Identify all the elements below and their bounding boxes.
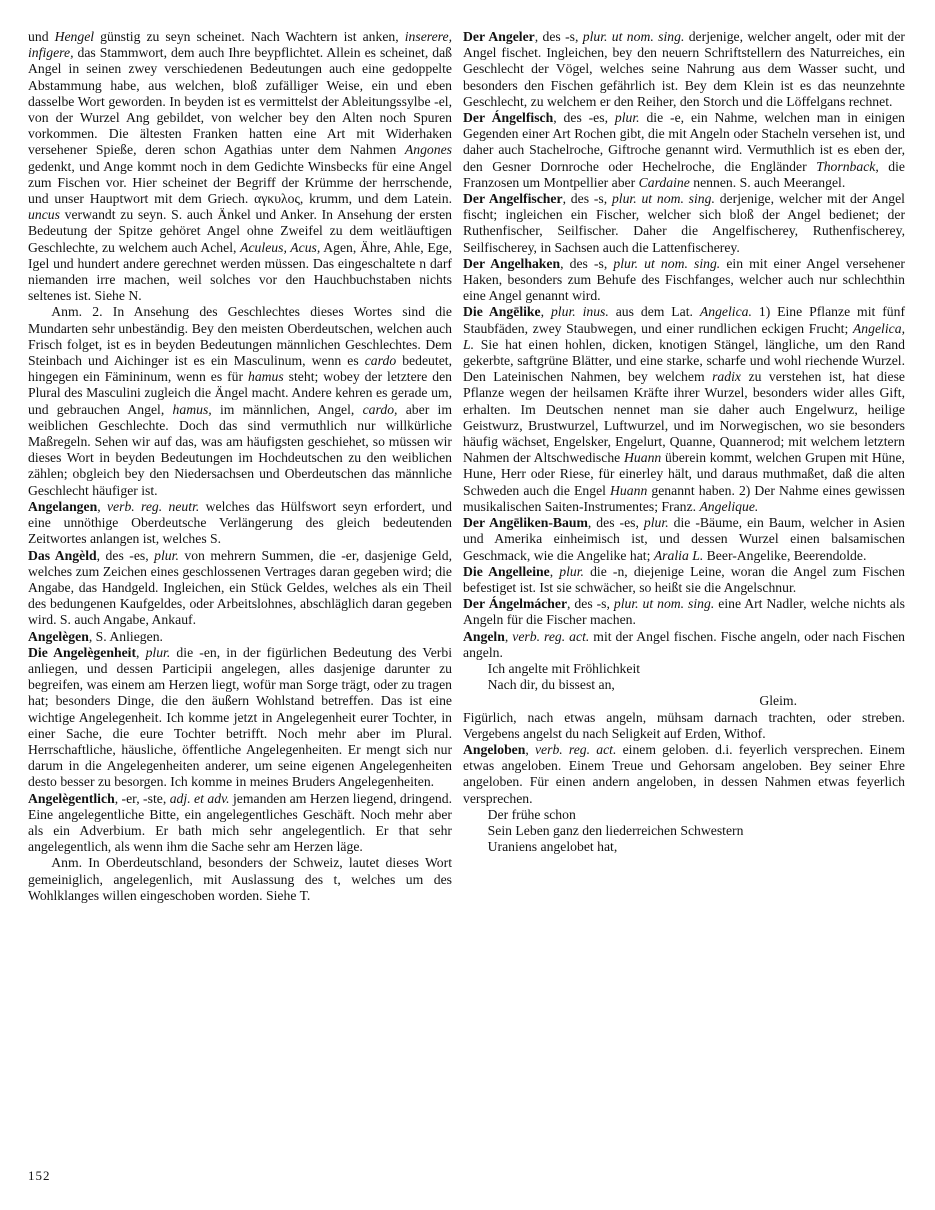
text-run: Thornback: [816, 158, 876, 174]
text-run: Angones: [404, 142, 452, 158]
paragraph: [488, 807, 905, 823]
text-run: 1) Eine Pflanze mit fünf Staubfäden, zwey Staubwegen, und einer rundlichen eckigen Frucht;: [463, 304, 906, 336]
text-run: das Stammwort, dem auch Ihre beypflichtet. Allein es scheinet, daß Angel in seinen zwey verschiedenen Bedeutungen auch eine gedoppelte Abstammung habe, aus welchen, bloß zufälliger Weise, ein und eben dasselbe Wort geworden. In beyden ist es vermittelst der Ableitungssylbe -el, von der Wurzel Ang gebildet, von welcher bey den Alten noch Spuren vorkommen. Die ältesten Franken hatten eine Art mit Widerhaken versehener Spieße, deren schon Agathias unter dem Nahmen: [28, 45, 452, 158]
dictionary-entry: [463, 596, 905, 628]
text-run: inserere, infigere,: [28, 29, 452, 61]
text-run: die -en, in der figürlichen Bedeutung des Verbi anliegen, und dessen Participii angelegen, alles dasjenige darunter zu begreifen, was einem am Herzen liegt, wofür man Sorge trägt, oder zu tragen hat; besonders Dinge, die den äußern Wohlstand betreffen. Das ist eine wichtige Angelegenheit. Ich komme jetzt in Angelegenheit eurer Tochter, in einer Sache, die eure Tochter betrifft. Noch mehr aber im Plural. Herrschaftliche, häusliche, öffentliche Angelegenheiten. Er mengt sich nur darum in die Angelegenheiten anderer, um seine eigenen Angelegenheiten desto besser zu besorgen. Ich komme in meines Bruders Angelegenheiten.: [28, 644, 452, 790]
dictionary-entry: [463, 256, 905, 305]
headword: Angeloben: [463, 741, 526, 757]
text-run: ,: [97, 498, 107, 514]
text-run: plur. ut nom. sing.: [611, 191, 715, 207]
text-run: Angelica.: [699, 304, 752, 320]
text-run: Anm. 2. In Ansehung des Geschlechtes dieses Wortes sind die Mundarten sehr unbeständig. Bey den meisten Oberdeutschen, welchen auch Frisch folget, ist es in beyden Bedeutungen männlichen Geschlechtes. Dem Steinbach und Aichinger ist es ein Masculinum, wenn es: [28, 304, 452, 369]
paragraph: [463, 710, 905, 742]
text-run: die -e, ein Nahme, welchen man in einigen Gegenden einer Art Rochen gibt, die mit Angeln oder Stacheln versehen ist, und daher auch Stachelroche, Giftroche genannt wird. Vermuthlich ist es eben der, den Gesner Dornroche oder Hechelroche, die Engländer: [463, 110, 905, 174]
paragraph: [488, 661, 905, 677]
text-run: überein kommt, welchen Grupen mit Hüne, Hune, Herr oder Riese, für einerley hält, und daraus muthmaßet, daß die alten Schweden auch die Engel: [463, 450, 905, 498]
text-run: hamus: [247, 369, 284, 385]
text-run: , -er, -ste,: [114, 790, 170, 806]
text-run: plur.: [559, 563, 584, 579]
text-run: Sein Leben ganz den liederreichen Schwestern: [487, 822, 744, 838]
dictionary-entry: [463, 629, 905, 661]
text-run: Beer-Angelike, Beerendolde.: [703, 547, 867, 563]
text-run: mit der Angel fischen. Fische angeln, oder nach Fischen angeln.: [463, 628, 906, 660]
text-run: radix: [712, 369, 742, 385]
text-run: adj. et adv.: [169, 790, 230, 806]
text-run: verb. reg. neutr.: [106, 498, 200, 514]
text-run: ,: [525, 741, 535, 757]
text-run: Ich angelte mit Fröhlichkeit: [487, 660, 641, 676]
text-run: Aralia L.: [653, 547, 704, 563]
text-run: plur.: [643, 515, 669, 531]
text-run: Huann: [624, 450, 662, 466]
headword: Das Angèld: [28, 547, 97, 563]
headword: Die Angelègenheit: [28, 644, 137, 660]
text-run: verb. reg. act.: [512, 628, 590, 644]
dictionary-entry: [463, 29, 905, 110]
text-run: Der frühe schon: [487, 806, 576, 822]
text-run: die -Bäume, ein Baum, welcher in Asien und Amerika einheimisch ist, und dessen Wurzel einen balsamischen Geschmack, wie die Angelike hat;: [463, 515, 905, 563]
headword: Der Ángelmácher: [463, 596, 568, 612]
headword: Der Ángelfisch: [463, 110, 554, 126]
right-column: [463, 29, 905, 1210]
text-run: ,: [540, 304, 551, 320]
dictionary-entry: [463, 191, 905, 256]
headword: Der Angēliken-Baum: [463, 515, 588, 531]
text-run: , des -es,: [553, 110, 615, 126]
text-run: Agen, Ähre, Ahle, Ege, Igel und hundert andere gerechnet werden müssen. Das eingeschaltete n darf niemanden irre machen, weil solches vor den Hauchbuchstaben nichts seltenes ist. Siehe N.: [28, 239, 453, 304]
text-run: Aculeus, Acus,: [240, 239, 321, 255]
text-run: aber im weiblichen Geschlechte. Doch das sind vermuthlich nur willkürliche Maßregeln. Sehen wir auf das, was am häufigsten geschiehet, so müssen wir dieses Wort in beyden Bedeutungen im Hochdeutschen zu den weiblichen zählen; obgleich bey den Niedersachsen und Oberdeutschen das männliche Geschlecht häufiger ist.: [28, 401, 452, 498]
text-run: derjenige, welcher mit der Angel fischt; ingleichen ein Fischer, welcher sich bloß der Angel bedienet; der Ruthenfischer, Seilfischer. Daher die Angelfischerey, Ruthenfischerey, Seilfischerey, in Sachsen auch die Lattenfischerey.: [463, 191, 905, 255]
text-run: , des -s,: [560, 255, 614, 271]
dictionary-entry: [463, 304, 905, 515]
paragraph: [28, 304, 452, 498]
text-run: Nach dir, du bissest an,: [487, 677, 615, 693]
text-run: Uraniens angelobet hat,: [487, 839, 618, 855]
text-run: derjenige, welcher angelt, oder mit der Angel fischet. Ingleichen, bey den neuern Schriftstellern des Naturreiches, ein Geschlecht der Vögel, welches seine Nahrung aus dem Wasser sucht, und besonders den Fischen gefährlich ist. Bey dem Klein ist es das neunzehnte Geschlecht, zu welchem er den Reiher, den Storch und die Löffelgans rechnet.: [463, 29, 905, 109]
text-run: , des -es,: [96, 547, 155, 563]
paragraph: [488, 677, 905, 693]
text-run: plur.: [145, 644, 171, 660]
headword: Der Angeler: [463, 29, 535, 44]
text-run: uncus: [28, 207, 60, 223]
text-run: jemanden am Herzen liegend, dringend. Eine angelegentliche Bitte, ein angelegentliches Geschäft. Noch mehr aber als ein Adverbium. Er bath mich sehr angelegentlich. Er that sehr angelegentlich, als wenn ihm die Sache sehr am Herzen läge.: [28, 790, 453, 855]
text-run: nennen. S. auch Meerangel.: [689, 174, 846, 190]
dictionary-entry: [28, 645, 452, 791]
text-run: ,: [504, 628, 513, 644]
dictionary-entry: [28, 548, 452, 629]
text-run: die -n, diejenige Leine, woran die Angel zum Fischen befestiget ist. Ist sie schwächer, so heißt sie die Angelschnur.: [463, 563, 905, 595]
text-run: aus dem Lat.: [608, 304, 700, 320]
text-run: ,: [136, 644, 146, 660]
text-run: bedeutet, hingegen ein Fämininum, wenn es für: [28, 353, 452, 385]
text-run: hamus,: [172, 401, 212, 417]
dictionary-entry: [463, 742, 905, 807]
text-run: Gleim.: [759, 693, 797, 709]
text-run: plur.: [614, 110, 640, 126]
text-run: steht; wobey der letztere den Plural des Masculini zugleich die Ängel macht. Andere kehren es gerade um, und gebrauchen Angel,: [28, 369, 452, 417]
text-run: einem geloben. d.i. feyerlich versprechen. Einem etwas angeloben. Einem Treue und Gehorsam angeloben. Bey seiner Ehre angeloben. Für einen andern angeloben, in dessen Nahmen etwas feyerlich versprechen.: [463, 741, 906, 806]
text-run: plur. ut nom. sing.: [582, 29, 685, 44]
text-run: , des -s,: [562, 191, 612, 207]
text-run: von mehrern Summen, die -er, dasjenige Geld, welches zum Zeichen eines geschlossenen Vertrages daran gegeben wird; die Angabe, das Handgeld. Ingleichen, ein Stück Geldes, welches als ein Theil des bedungenen Kaufgeldes, oder Arbeitslohnes, abschläglich daran gegeben wird. S. auch Angabe, Ankauf.: [28, 547, 452, 628]
paragraph: [28, 855, 452, 904]
text-run: , die Franzosen um Montpellier aber: [463, 158, 905, 190]
text-run: günstig zu seyn scheinet. Nach Wachtern ist anken,: [94, 29, 405, 44]
text-run: gedenkt, und Ange kommt noch in dem Gedichte Winsbecks für eine Angel zum Fischen vor. Hier scheinet der Begriff der Krümme der herrschende, und unser Hauptwort mit dem Griech. αγκυλος, krumm, und dem Latein.: [28, 158, 452, 207]
text-run: ein mit einer Angel versehener Haken, besonders zum Behufe des Fischfanges, welcher auch nur schlechthin eine Angel genannt wird.: [463, 255, 905, 304]
text-run: Angelica, L.: [463, 320, 905, 352]
text-run: ,: [549, 563, 560, 579]
paragraph: [28, 29, 452, 304]
headword: Die Angēlike: [463, 304, 541, 320]
text-run: , des -s,: [534, 29, 583, 44]
text-run: plur. inus.: [550, 304, 609, 320]
headword: Die Angelleine: [463, 563, 550, 579]
dictionary-entry: [463, 515, 905, 564]
text-run: welches das Hülfswort seyn erfordert, und eine unnöthige Oberdeutsche Verlängerung des gleich bedeutenden Zeitwortes anlangen ist, welches S.: [28, 498, 452, 547]
text-run: zu verstehen ist, hat diese Pflanze wegen der heilsamen Kräfte ihrer Wurzel, besonders wider alles Gift, erhalten. Im Deutschen nennet man sie daher auch Engelwurz, heilige Geistwurz, Brustwurzel, Luftwurzel, und im Norwegischen, wo sie besonders häufig wächset, Engelsker, Engelurt, Quanne, Quannerod; mit welchem letztern Nahmen der Altschwedische: [463, 369, 905, 466]
headword: Angeln: [463, 628, 505, 644]
text-run: verwandt zu seyn. S. auch Änkel und Anker. In Ansehung der ersten Bedeutung der Spitze gehöret Angel ohne Zweifel zu dem weitläuftigen Geschlechte, zu welchem auch Achel,: [28, 207, 452, 255]
headword: Angelègen: [28, 628, 89, 644]
text-run: genannt haben. 2) Der Nahme eines gewissen musikalischen Saiten-Instrumentes; Franz.: [463, 482, 905, 514]
text-run: plur. ut nom. sing.: [613, 255, 721, 271]
dictionary-entry: [463, 564, 905, 596]
headword: Der Angelfischer: [463, 191, 563, 207]
dictionary-entry: [463, 110, 905, 191]
text-run: plur. ut nom. sing.: [613, 596, 715, 612]
headword: Der Angelhaken: [463, 255, 561, 271]
text-run: , des -es,: [587, 515, 644, 531]
text-run: im männlichen, Angel,: [211, 401, 363, 417]
dictionary-entry: [28, 791, 452, 856]
text-run: Hengel: [54, 29, 95, 44]
text-run: verb. reg. act.: [534, 741, 617, 757]
text-run: cardo: [364, 353, 397, 369]
text-run: Angelique.: [699, 498, 759, 514]
text-run: Figürlich, nach etwas angeln, mühsam darnach trachten, oder streben. Vergebens angelst du nach Seligkeit auf Erden, Withof.: [463, 709, 905, 741]
text-run: Sie hat einen hohlen, dicken, knotigen Stängel, längliche, um den Rand gekerbte, saftgrüne Blätter, und eine starke, scharfe und wohl riechende Wurzel. Den Lateinischen Nahmen, bey welchem: [463, 336, 905, 385]
left-column: [28, 29, 452, 1210]
text-run: Anm. In Oberdeutschland, besonders der Schweiz, lautet dieses Wort gemeiniglich, angelegenlich, mit Auslassung des t, welches um des Wohlklanges willen eingeschoben worden. Siehe T.: [28, 855, 452, 903]
dictionary-entry: [28, 499, 452, 548]
text-run: Cardaine: [638, 174, 690, 190]
text-run: Huann: [610, 482, 648, 498]
dictionary-entry: [28, 629, 452, 645]
paragraph: [488, 839, 905, 855]
text-run: plur.: [154, 547, 179, 563]
paragraph: [463, 693, 905, 709]
text-run: eine Art Nadler, welche nichts als Angeln für die Fischer machen.: [463, 596, 906, 628]
paragraph: [488, 823, 905, 839]
text-run: , des -s,: [567, 596, 614, 612]
headword: Angelangen: [28, 498, 98, 514]
headword: Angelègentlich: [28, 790, 115, 806]
text-run: und: [28, 29, 55, 44]
page-number: 152: [28, 1167, 51, 1183]
text-run: , S. Anliegen.: [88, 628, 163, 644]
text-run: cardo,: [362, 401, 398, 417]
